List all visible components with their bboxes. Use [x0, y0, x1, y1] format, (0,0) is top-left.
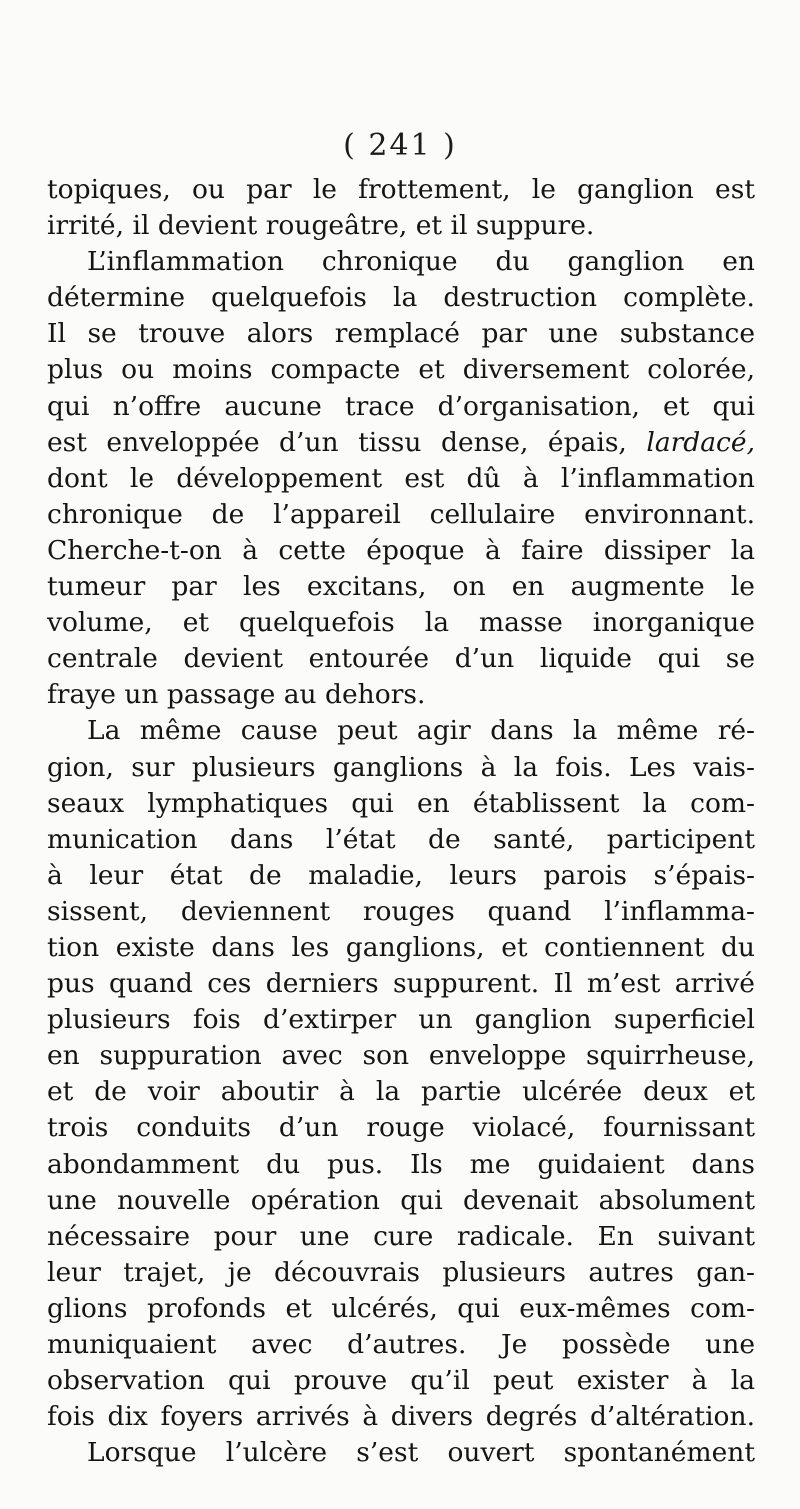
- paragraph-start-line: La même cause peut agir dans la même ré-: [87, 715, 755, 747]
- text-line: fraye un passage au dehors.: [47, 679, 426, 711]
- text-line: munication dans l’état de santé, participent: [47, 823, 755, 855]
- text-line: fois dix foyers arrivés à divers degrés d’altération.: [47, 1401, 755, 1433]
- text-line: trois conduits d’un rouge violacé, fournissant: [47, 1112, 755, 1144]
- text-line: volume, et quelquefois la masse inorganique: [47, 607, 755, 639]
- text-line: seaux lymphatiques qui en établissent la com-: [47, 787, 755, 819]
- text-line: à leur état de maladie, leurs parois s’épais-: [47, 859, 755, 891]
- text-line: détermine quelquefois la destruction complète.: [47, 282, 755, 314]
- text-line: et de voir aboutir à la partie ulcérée deux et: [47, 1076, 755, 1108]
- text-line: qui n’offre aucune trace d’organisation, et qui: [47, 390, 755, 422]
- text-line: Il se trouve alors remplacé par une substance: [47, 318, 755, 350]
- text-line: observation qui prouve qu’il peut exister à la: [47, 1365, 755, 1397]
- body-text: [47, 172, 755, 1471]
- text-line: muniquaient avec d’autres. Je possède une: [47, 1329, 755, 1360]
- paragraph-start-line: L’inflammation chronique du ganglion en: [87, 246, 755, 278]
- text-line: abondamment du pus. Ils me guidaient dans: [47, 1148, 755, 1180]
- text-line-segment: est enveloppée d’un tissu dense, épais,: [47, 426, 647, 458]
- text-line: plus ou moins compacte et diversement colorée,: [47, 354, 755, 386]
- text-line: une nouvelle opération qui devenait absolument: [47, 1184, 755, 1216]
- text-line: irrité, il devient rougeâtre, et il suppure.: [47, 210, 595, 242]
- text-line: leur trajet, je découvrais plusieurs autres gan-: [47, 1256, 755, 1288]
- text-line: [47, 425, 755, 461]
- text-line: sissent, deviennent rouges quand l’inflamma-: [47, 895, 755, 927]
- text-line: en suppuration avec son enveloppe squirrheuse,: [47, 1040, 755, 1072]
- text-line: tion existe dans les ganglions, et contiennent du: [47, 931, 755, 963]
- text-line: tumeur par les excitans, on en augmente le: [47, 571, 755, 603]
- text-line: Cherche-t-on à cette époque à faire dissiper la: [47, 534, 755, 566]
- text-line: gion, sur plusieurs ganglions à la fois. Les vais-: [47, 751, 755, 783]
- text-line: plusieurs fois d’extirper un ganglion superficiel: [47, 1004, 755, 1036]
- italic-word: lardacé,: [646, 426, 755, 458]
- text-line: pus quand ces derniers suppurent. Il m’est arrivé: [47, 968, 755, 1000]
- text-line: nécessaire pour une cure radicale. En suivant: [47, 1220, 755, 1252]
- text-line: dont le développement est dû à l’inflammation: [47, 462, 755, 494]
- text-line: topiques, ou par le frottement, le ganglion est: [47, 174, 755, 205]
- paragraph-start-line: Lorsque l’ulcère s’est ouvert spontanément: [87, 1437, 755, 1469]
- text-line: chronique de l’appareil cellulaire environnant.: [47, 498, 755, 530]
- text-line: glions profonds et ulcérés, qui eux-mêmes com-: [47, 1292, 755, 1324]
- page-number: ( 241 ): [343, 128, 457, 163]
- text-line: centrale devient entourée d’un liquide qui se: [47, 643, 755, 675]
